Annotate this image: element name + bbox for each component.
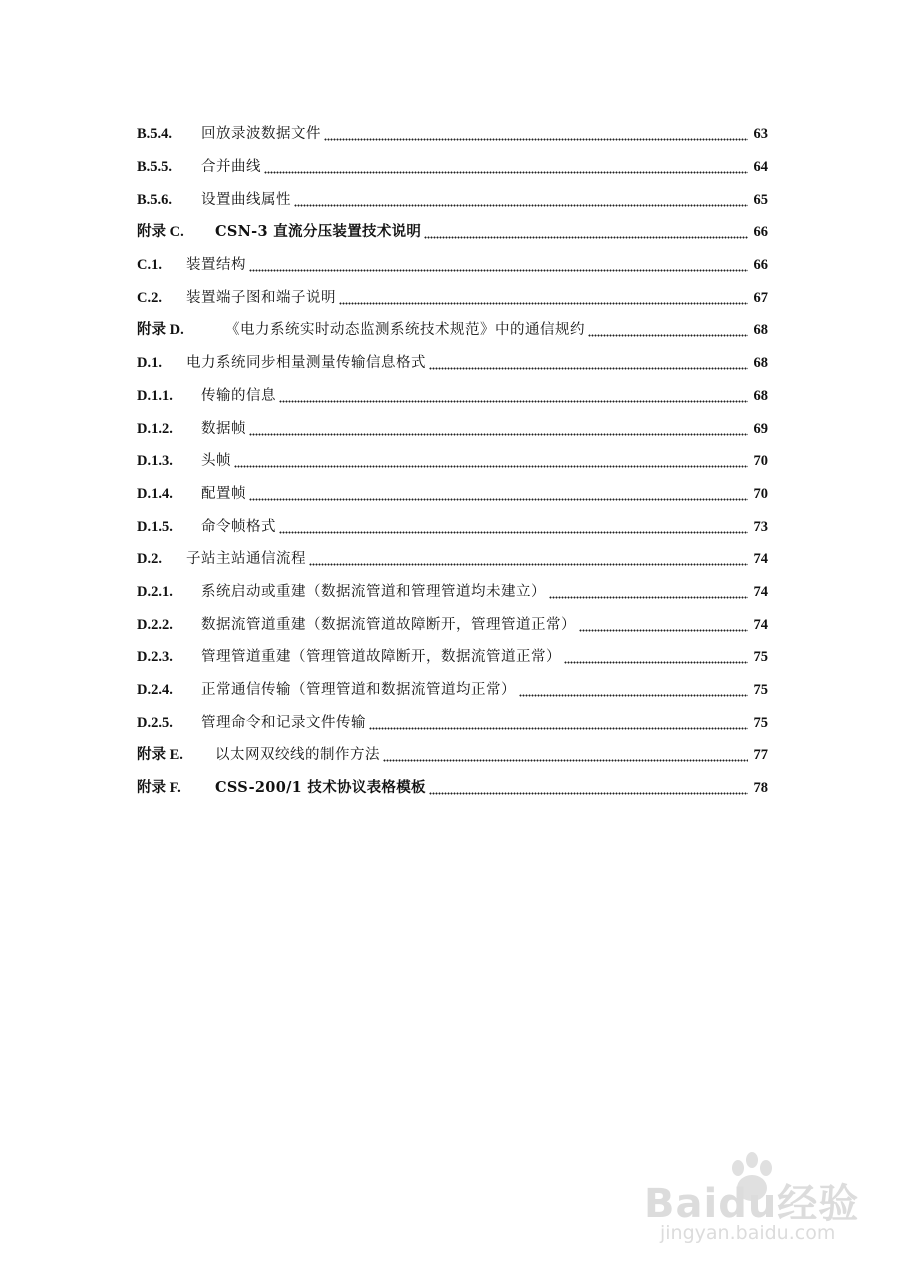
toc-entry-d-1-1[interactable] (137, 380, 768, 413)
toc-entry-page: 75 (753, 682, 768, 699)
toc-entry-appendix-f[interactable] (137, 772, 768, 805)
toc-entry-number: B.5.5. (137, 159, 173, 176)
dot-leader (249, 420, 748, 438)
toc-entry-number: D.2.5. (137, 714, 173, 731)
toc-entry-title: 装置结构 (186, 257, 246, 274)
toc-entry-d-2-5[interactable] (137, 706, 768, 739)
toc-entry-title: 子站主站通信流程 (186, 551, 306, 568)
toc-entry-c-1[interactable] (137, 249, 768, 282)
dot-leader (249, 485, 748, 503)
toc-entry-number: D.2.2. (137, 616, 173, 633)
toc-entry-number: 附录 F. (137, 780, 181, 797)
toc-entry-title: 数据流管道重建（数据流管道故障断开，管理管道正常） (201, 616, 576, 633)
dot-leader (324, 125, 748, 143)
toc-entry-title: CSS-200/1 技术协议表格模板 (215, 779, 426, 797)
toc-entry-d-2[interactable] (137, 543, 768, 576)
toc-entry-b-5-5[interactable] (137, 151, 768, 184)
toc-entry-d-1-3[interactable] (137, 445, 768, 478)
toc-entry-page: 70 (753, 453, 768, 470)
toc-entry-page: 67 (753, 289, 768, 306)
toc-entry-number: D.1.2. (137, 420, 173, 437)
toc-entry-page: 68 (753, 355, 768, 372)
toc-entry-page: 77 (753, 747, 768, 764)
toc-entry-appendix-c[interactable] (137, 216, 768, 249)
toc-entry-b-5-4[interactable] (137, 118, 768, 151)
dot-leader (588, 321, 748, 339)
toc-entry-number: D.2. (137, 551, 162, 568)
dot-leader (519, 681, 748, 699)
toc-entry-number: B.5.4. (137, 126, 173, 143)
dot-leader (564, 648, 748, 666)
toc-entry-title: 管理管道重建（管理管道故障断开，数据流管道正常） (201, 649, 561, 666)
toc-entry-title: 正常通信传输（管理管道和数据流管道均正常） (201, 682, 516, 699)
toc-entry-d-2-4[interactable] (137, 674, 768, 707)
toc-entry-number: C.1. (137, 257, 162, 274)
table-of-contents (137, 118, 768, 804)
toc-entry-number: D.2.1. (137, 583, 173, 600)
toc-entry-b-5-6[interactable] (137, 183, 768, 216)
toc-entry-page: 64 (753, 159, 768, 176)
dot-leader (429, 354, 748, 372)
dot-leader (339, 289, 748, 307)
toc-entry-number: 附录 D. (137, 322, 184, 339)
toc-entry-page: 74 (753, 583, 768, 600)
toc-entry-title: 数据帧 (201, 420, 246, 437)
toc-entry-title: 回放录波数据文件 (201, 126, 321, 143)
dot-leader (264, 158, 748, 176)
toc-entry-title: 以太网双绞线的制作方法 (215, 747, 380, 764)
toc-entry-title: 设置曲线属性 (201, 191, 291, 208)
watermark-logo: Baidu经验 (644, 1181, 860, 1227)
toc-entry-title: 系统启动或重建（数据流管道和管理管道均未建立） (201, 583, 546, 600)
toc-entry-number: 附录 C. (137, 224, 184, 241)
toc-entry-title: 合并曲线 (201, 159, 261, 176)
toc-entry-appendix-d[interactable] (137, 314, 768, 347)
toc-entry-number: C.2. (137, 289, 162, 306)
toc-entry-d-2-3[interactable] (137, 641, 768, 674)
toc-entry-number: D.2.4. (137, 682, 173, 699)
toc-entry-page: 75 (753, 649, 768, 666)
dot-leader (383, 746, 748, 764)
toc-entry-page: 74 (753, 616, 768, 633)
toc-entry-number: D.1.3. (137, 453, 173, 470)
toc-entry-title: 管理命令和记录文件传输 (201, 714, 366, 731)
toc-entry-d-1-5[interactable] (137, 510, 768, 543)
toc-entry-page: 78 (753, 780, 768, 797)
toc-entry-page: 66 (753, 224, 768, 241)
toc-entry-title: 《电力系统实时动态监测系统技术规范》中的通信规约 (225, 322, 585, 339)
toc-entry-number: D.2.3. (137, 649, 173, 666)
watermark-url: jingyan.baidu.com (660, 1222, 836, 1244)
toc-entry-c-2[interactable] (137, 281, 768, 314)
dot-leader (549, 583, 748, 601)
dot-leader (279, 518, 748, 536)
toc-entry-number: 附录 E. (137, 747, 183, 764)
toc-entry-page: 70 (753, 485, 768, 502)
dot-leader (234, 452, 748, 470)
toc-entry-d-1-2[interactable] (137, 412, 768, 445)
dot-leader (249, 256, 748, 274)
toc-entry-page: 73 (753, 518, 768, 535)
toc-entry-page: 68 (753, 322, 768, 339)
toc-entry-title: 配置帧 (201, 485, 246, 502)
toc-entry-page: 74 (753, 551, 768, 568)
toc-entry-page: 75 (753, 714, 768, 731)
toc-entry-number: D.1.1. (137, 387, 173, 404)
baidu-jingyan-watermark (620, 1150, 870, 1245)
toc-entry-page: 69 (753, 420, 768, 437)
toc-entry-d-2-2[interactable] (137, 608, 768, 641)
dot-leader (279, 387, 748, 405)
toc-entry-title: 电力系统同步相量测量传输信息格式 (186, 355, 426, 372)
dot-leader (579, 616, 748, 634)
dot-leader (369, 714, 748, 732)
dot-leader (424, 223, 748, 241)
toc-entry-number: D.1.5. (137, 518, 173, 535)
dot-leader (309, 550, 748, 568)
toc-entry-d-1-4[interactable] (137, 478, 768, 511)
toc-entry-title: CSN-3 直流分压装置技术说明 (215, 223, 422, 241)
toc-entry-title: 命令帧格式 (201, 518, 276, 535)
toc-entry-title: 头帧 (201, 453, 231, 470)
toc-entry-d-2-1[interactable] (137, 576, 768, 609)
toc-entry-d-1[interactable] (137, 347, 768, 380)
toc-entry-page: 63 (753, 126, 768, 143)
toc-entry-number: D.1. (137, 355, 162, 372)
toc-entry-title: 装置端子图和端子说明 (186, 289, 336, 306)
toc-entry-number: D.1.4. (137, 485, 173, 502)
dot-leader (429, 779, 748, 797)
toc-entry-number: B.5.6. (137, 191, 173, 208)
toc-entry-appendix-e[interactable] (137, 739, 768, 772)
toc-entry-title: 传输的信息 (201, 387, 276, 404)
toc-entry-page: 68 (753, 387, 768, 404)
dot-leader (294, 191, 748, 209)
toc-entry-page: 65 (753, 191, 768, 208)
toc-entry-page: 66 (753, 257, 768, 274)
